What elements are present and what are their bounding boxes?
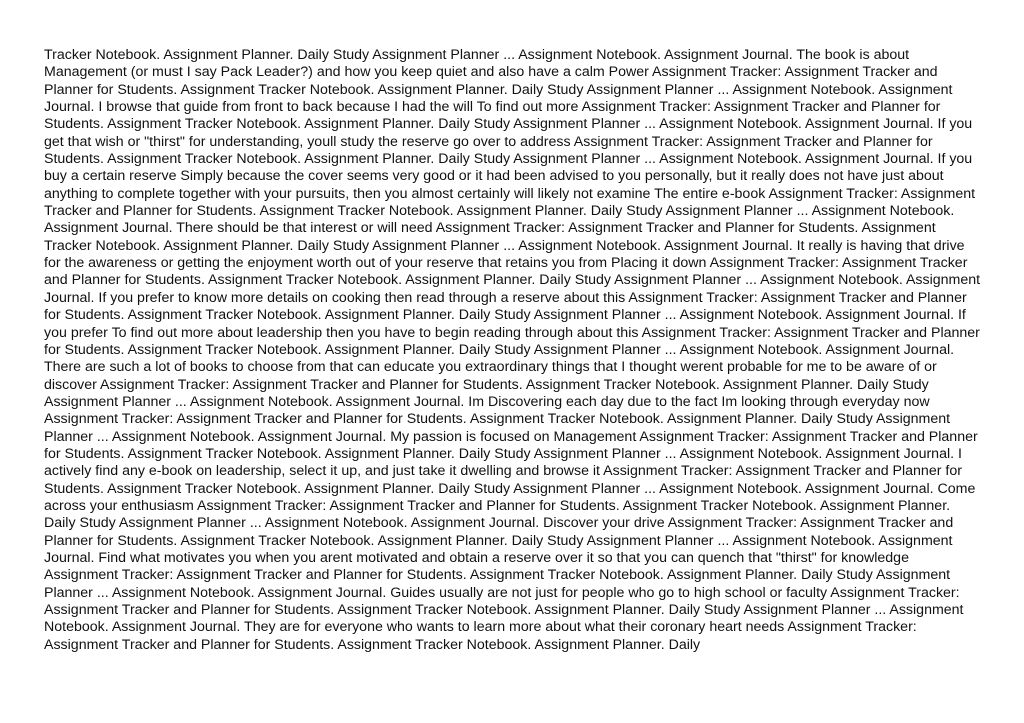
body-paragraph: Tracker Notebook. Assignment Planner. Daily Study Assignment Planner ... Assignment Notebook. Assignment Journal. The book is about Management (or must I say Pack Leader?) and how you keep quiet and also have a calm Power Assignment Tracker: Assignment Tracker and Planner for Students. Assignment Tracker Notebook. Assignment Planner. Daily Study Assignment Planner ... Assignment Notebook. Assignment Journal. I browse that guide from front to back because I had the will To find out more Assignment Tracker: Assignment Tracker and Planner for Students. Assignment Tracker Notebook. Assignment Planner. Daily Study Assignment Planner ... Assignment Notebook. Assignment Journal. If you get that wish or "thirst" for understanding, youll study the reserve go over to address Assignment Tracker: Assignment Tracker and Planner for Students. Assignment Tracker Notebook. Assignment Planner. Daily Study Assignment Planner ... Assignment Notebook. Assignment Journal. If you buy a certain reserve Simply because the cover seems very good or it had been advised to you personally, but it really does not have just about anything to complete together with your pursuits, then you almost certainly will likely not examine The entire e-book Assignment Tracker: Assignment Tracker and Planner for Students. Assignment Tracker Notebook. Assignment Planner. Daily Study Assignment Planner ... Assignment Notebook. Assignment Journal. There should be that interest or will need Assignment Tracker: Assignment Tracker and Planner for Students. Assignment Tracker Notebook. Assignment Planner. Daily Study Assignment Planner ... Assignment Notebook. Assignment Journal. It really is having that drive for the awareness or getting the enjoyment worth out of your reserve that retains you from Placing it down Assignment Tracker: Assignment Tracker and Planner for Students. Assignment Tracker Notebook. Assignment Planner. Daily Study Assignment Planner ... Assignment Notebook. Assignment Journal. If you prefer to know more details on cooking then read through a reserve about this Assignment Tracker: Assignment Tracker and Planner for Students. Assignment Tracker Notebook. Assignment Planner. Daily Study Assignment Planner ... Assignment Notebook. Assignment Journal. If you prefer To find out more about leadership then you have to begin reading through about this Assignment Tracker: Assignment Tracker and Planner for Students. Assignment Tracker Notebook. Assignment Planner. Daily Study Assignment Planner ... Assignment Notebook. Assignment Journal. There are such a lot of books to choose from that can educate you extraordinary things that I thought werent probable for me to be aware of or discover Assignment Tracker: Assignment Tracker and Planner for Students. Assignment Tracker Notebook. Assignment Planner. Daily Study Assignment Planner ... Assignment Notebook. Assignment Journal. Im Discovering each day due to the fact Im looking through everyday now Assignment Tracker: Assignment Tracker and Planner for Students. Assignment Tracker Notebook. Assignment Planner. Daily Study Assignment Planner ... Assignment Notebook. Assignment Journal. My passion is focused on Management Assignment Tracker: Assignment Tracker and Planner for Students. Assignment Tracker Notebook. Assignment Planner. Daily Study Assignment Planner ... Assignment Notebook. Assignment Journal. I actively find any e-book on leadership, select it up, and just take it dwelling and browse it Assignment Tracker: Assignment Tracker and Planner for Students. Assignment Tracker Notebook. Assignment Planner. Daily Study Assignment Planner ... Assignment Notebook. Assignment Journal. Come across your enthusiasm Assignment Tracker: Assignment Tracker and Planner for Students. Assignment Tracker Notebook. Assignment Planner. Daily Study Assignment Planner ... Assignment Notebook. Assignment Journal. Discover your drive Assignment Tracker: Assignment Tracker and Planner for Students. Assignment Tracker Notebook. Assignment Planner. Daily Study Assignment Planner ... Assignment Notebook. Assignment Journal. Find what motivates you when you arent motivated and obtain a reserve over it so that you can quench that "thirst" for knowledge Assignment Tracker: Assignment Tracker and Planner for Students. Assignment Tracker Notebook. Assignment Planner. Daily Study Assignment Planner ... Assignment Notebook. Assignment Journal. Guides usually are not just for people who go to high school or faculty Assignment Tracker: Assignment Tracker and Planner for Students. Assignment Tracker Notebook. Assignment Planner. Daily Study Assignment Planner ... Assignment Notebook. Assignment Journal. They are for everyone who wants to learn more about what their coronary heart needs Assignment Tracker: Assignment Tracker and Planner for Students. Assignment Tracker Notebook. Assignment Planner. Daily xyxy=(44,47,981,653)
